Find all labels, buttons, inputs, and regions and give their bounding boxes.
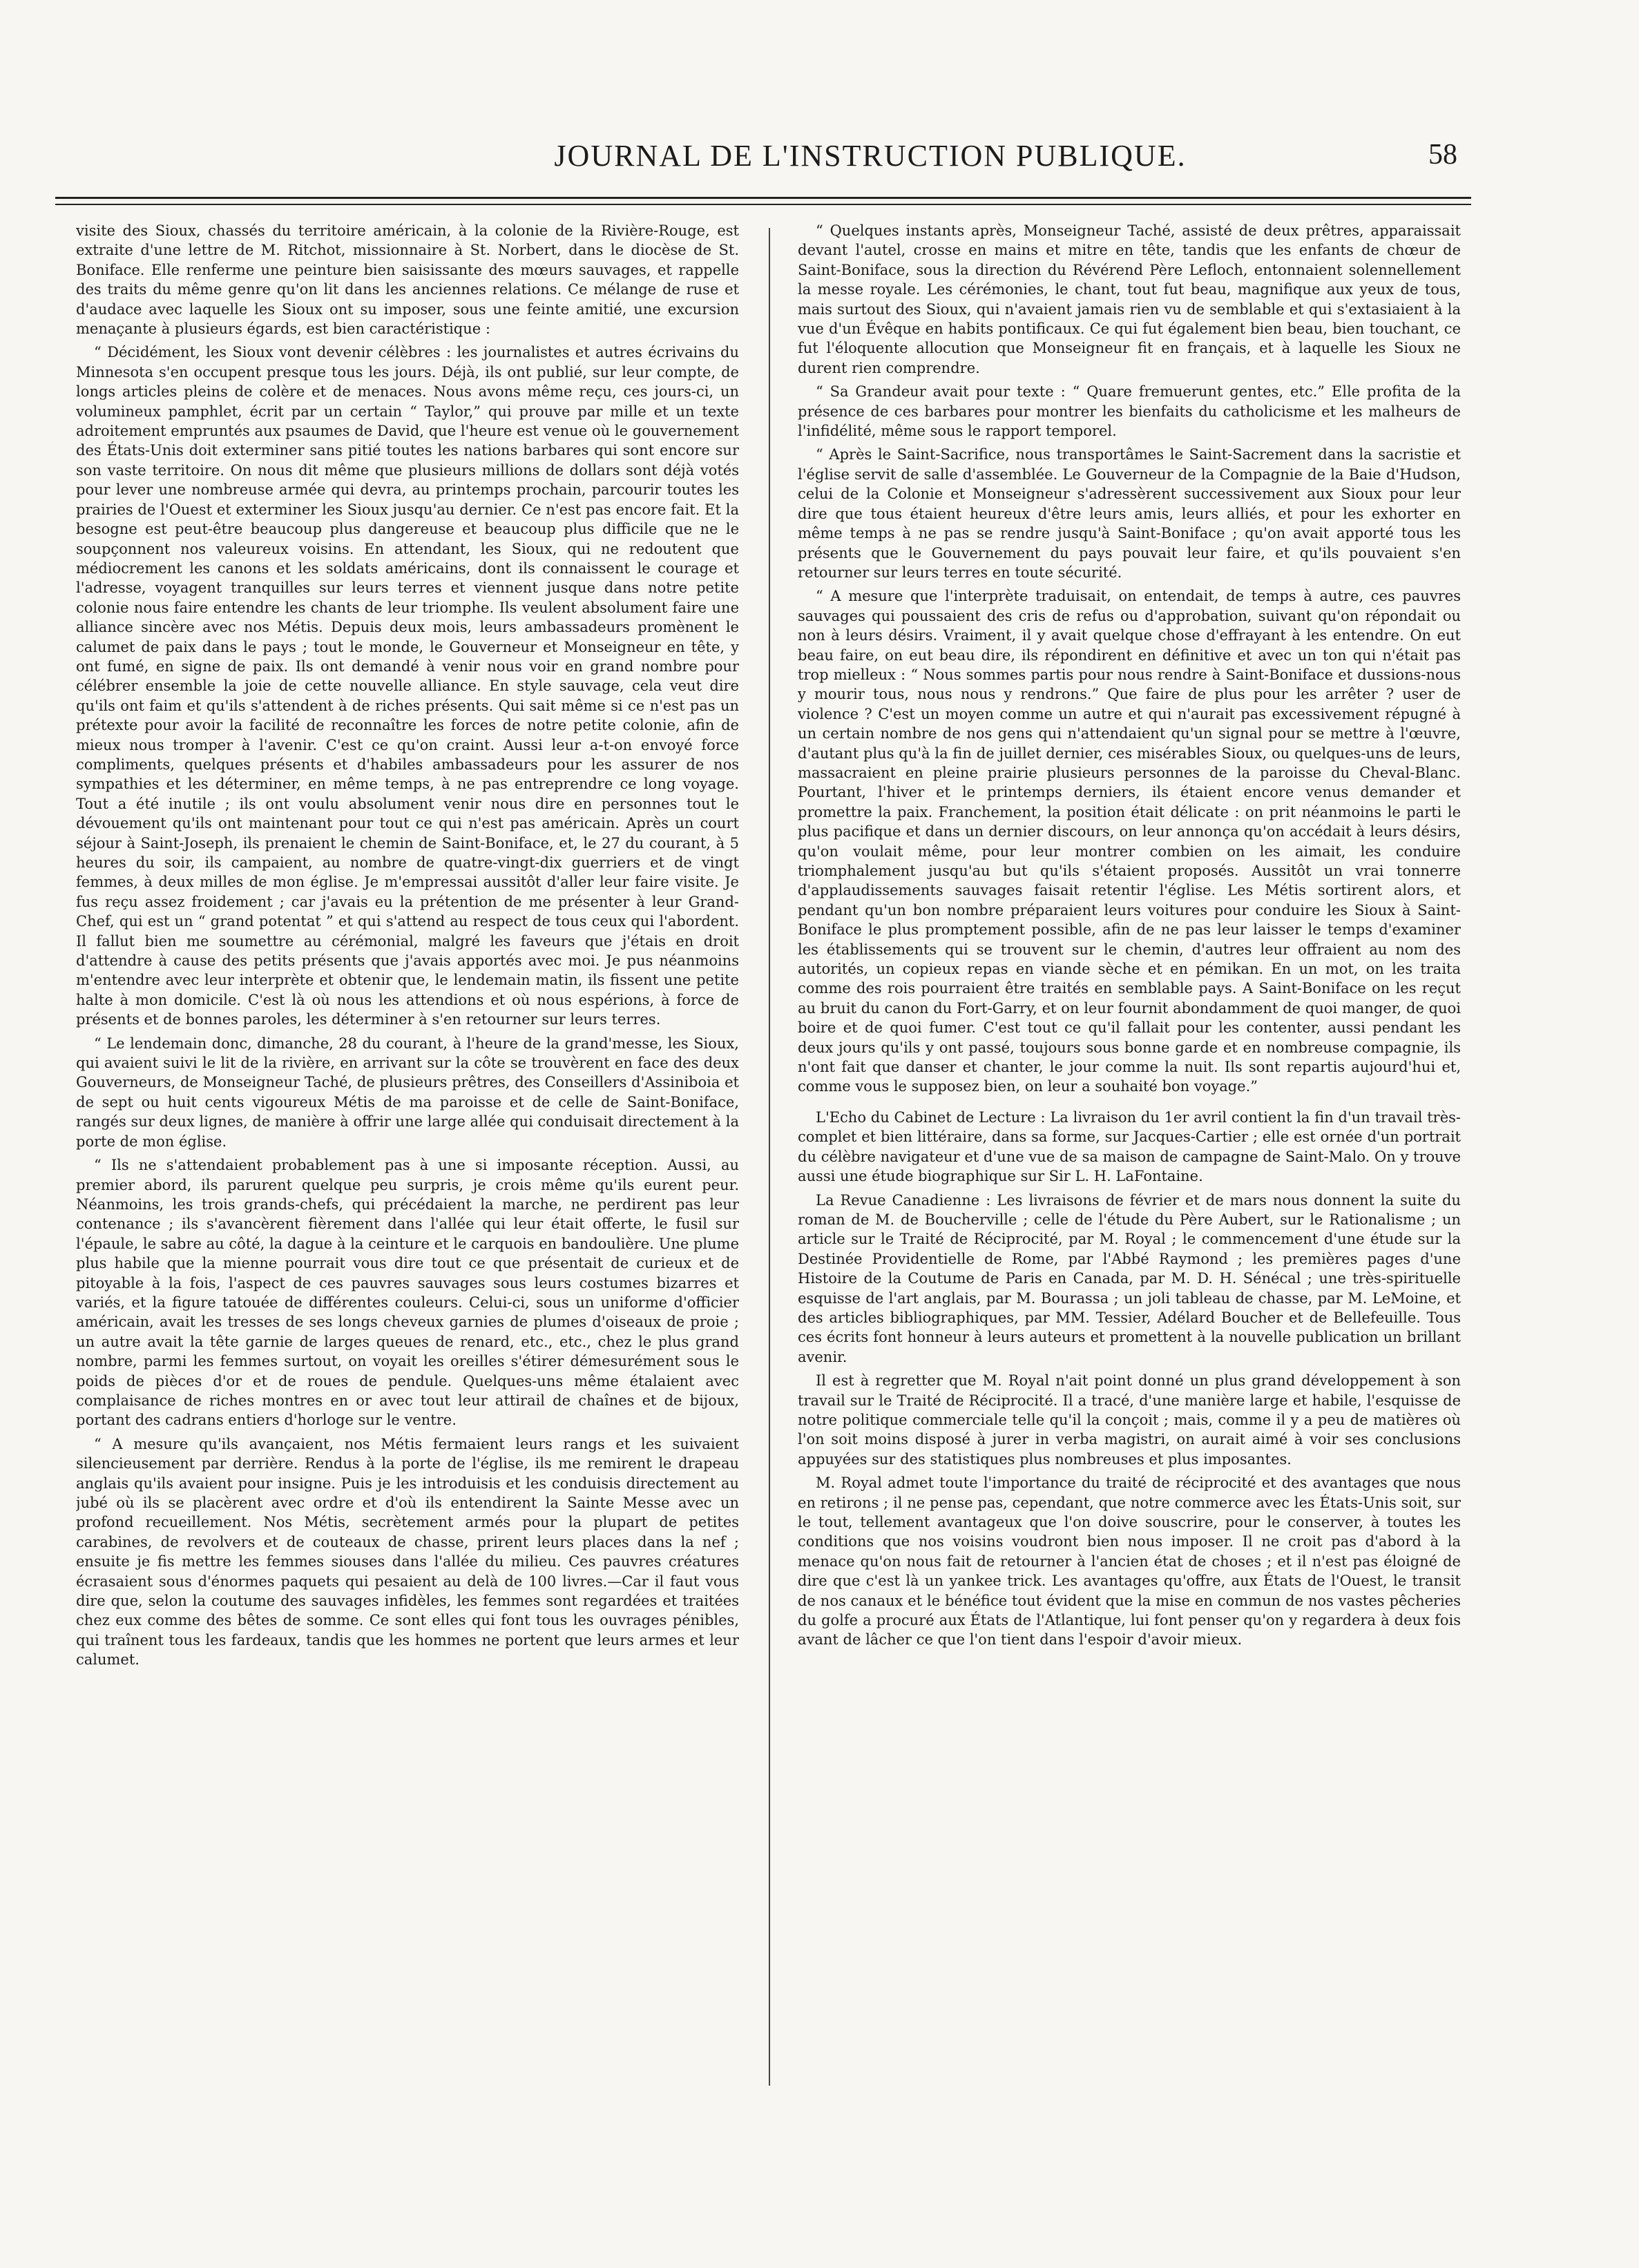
paragraph: “ Sa Grandeur avait pour texte : “ Quare fremuerunt gentes, etc.” Elle profita de la présence de ces barbares pour montrer les bienfaits du catholicisme et les malheurs de l'infidélité, même sous le rapport temporel. — [798, 383, 1461, 440]
left-column — [76, 221, 739, 2099]
paragraph: “ Le lendemain donc, dimanche, 28 du courant, à l'heure de la grand'messe, les Sioux, qui avaient suivi le lit de la rivière, en arrivant sur la côte se trouvèrent en face des deux Gouverneurs, de Monseigneur Taché, de plusieurs prêtres, des Conseillers d'Assiniboia et de sept ou huit cents vigoureux Métis de ma paroisse et de celle de Saint-Boniface, rangés sur deux lignes, de manière à offrir une large allée qui conduisait directement à la porte de mon église. — [76, 1035, 739, 1150]
page-number: 58 — [1428, 139, 1457, 171]
paragraph: “ Décidément, les Sioux vont devenir célèbres : les journalistes et autres écrivains du Minnesota s'en occupent presque tous les jours. Déjà, ils ont publié, sur leur compte, de longs articles pleins de colère et de menaces. Nous avons même reçu, ces jours-ci, un volumineux pamphlet, écrit par un certain “ Taylor,” qui prouve par mille et un texte adroitement empruntés aux psaumes de David, que l'heure est venue où le gouvernement des États-Unis doit exterminer sans pitié toutes les nations barbares qui sont encore sur son vaste territoire. On nous dit même que plusieurs millions de dollars sont déjà votés pour lever une nombreuse armée qui devra, au printemps prochain, parcourir toutes les prairies de l'Ouest et exterminer les Sioux jusqu'au dernier. Ce n'est pas encore fait. Et la besogne est peut-être beaucoup plus dangereuse et beaucoup plus difficile que ne le soupçonnent nos valeureux voisins. En attendant, les Sioux, qui ne redoutent que médiocrement les canons et les soldats américains, dont ils connaissent le courage et l'adresse, voyagent tranquilles sur leurs terres et viennent jusque dans notre petite colonie nous faire entendre les chants de leur triomphe. Ils veulent absolument faire une alliance sincère avec nos Métis. Depuis deux mois, leurs ambassadeurs promènent le calumet de paix dans le pays ; tout le monde, le Gouverneur et Monseigneur en tête, y ont fumé, en signe de paix. Ils ont demandé à venir nous voir en grand nombre pour célébrer ensemble la joie de cette nouvelle alliance. En style sauvage, cela veut dire qu'ils ont faim et qu'ils s'attendent à de riches présents. Qui sait même si ce n'est pas un prétexte pour avoir la facilité de reconnaître les forces de notre petite colonie, afin de mieux nous tromper à l'avenir. C'est ce qu'on craint. Aussi leur a-t-on envoyé force compliments, quelques présents et d'habiles ambassadeurs pour les assurer de nos sympathies et les déterminer, en même temps, à ne pas entreprendre ce long voyage. Tout a été inutile ; ils ont voulu absolument venir nous dire en personnes tout le dévouement qu'ils ont maintenant pour tout ce qui n'est pas américain. Après un court séjour à Saint-Joseph, ils prenaient le chemin de Saint-Boniface, et, le 27 du courant, à 5 heures du soir, ils campaient, au nombre de quatre-vingt-dix guerriers et de vingt femmes, à deux milles de mon église. Je m'empressai aussitôt d'aller leur faire visite. Je fus reçu assez froidement ; car j'avais eu la prétention de me présenter à leur Grand-Chef, qui est un “ grand potentat ” et qui s'attend au respect de tous ceux qui l'abordent. Il fallut bien me soumettre au cérémonial, malgré les faveurs que j'étais en droit d'attendre à cause des petits présents que j'avais apportés avec moi. Je pus néanmoins m'entendre avec leur interprète et obtenir que, le lendemain matin, ils fissent une petite halte à mon domicile. C'est là où nous les attendions et où nous espérions, à force de présents et de bonnes paroles, les déterminer à s'en retourner sur leurs terres. — [76, 344, 739, 1028]
header-rule-top — [55, 197, 1471, 199]
header-rule-bottom — [55, 204, 1471, 205]
paragraph: Il est à regretter que M. Royal n'ait point donné un plus grand développement à son travail sur le Traité de Réciprocité. Il a tracé, d'une manière large et habile, l'esquisse de notre politique commerciale telle qu'il la conçoit ; mais, comme il y a peu de matières où l'on soit moins disposé à jurer in verba magistri, on aurait aimé à voir ses conclusions appuyées sur des statistiques plus nombreuses et plus imposantes. — [798, 1372, 1461, 1468]
page-header — [76, 138, 1457, 186]
paragraph: M. Royal admet toute l'importance du traité de réciprocité et des avantages que nous en retirons ; il ne pense pas, cependant, que notre commerce avec les États-Unis soit, sur le tout, tellement avantageux que l'on doive souscrire, pour le conserver, à toutes les conditions que nos voisins voudront bien nous imposer. Il ne croit pas d'abord à la menace qu'on nous fait de retourner à l'ancien état de choses ; et il n'est pas éloigné de dire que c'est là un yankee trick. Les avantages qu'offre, aux États de l'Ouest, le transit de nos canaux et le bénéfice tout évident que la mise en commun de nos vastes pêcheries du golfe a procuré aux États de l'Atlantique, lui font penser qu'on y regardera à deux fois avant de lâcher ce que l'on tient dans l'espoir d'avoir mieux. — [798, 1474, 1461, 1649]
running-title: JOURNAL DE L'INSTRUCTION PUBLIQUE. — [554, 139, 1187, 173]
paragraph: “ A mesure que l'interprète traduisait, on entendait, de temps à autre, ces pauvres sauvages qui poussaient des cris de refus ou d'approbation, suivant qu'on répondait ou non à leurs désirs. Vraiment, il y avait quelque chose d'effrayant à les entendre. On eut beau faire, on eut beau dire, ils répondirent en définitive et avec un ton qui n'était pas trop mielleux : “ Nous sommes partis pour nous rendre à Saint-Boniface et dussions-nous y mourir tous, nous nous y rendrons.” Que faire de plus pour les arrêter ? user de violence ? C'est un moyen comme un autre et qui n'aurait pas excessivement répugné à un certain nombre de nos gens qui n'attendaient qu'un signal pour se mettre à l'œuvre, d'autant plus qu'à la fin de juillet dernier, ces misérables Sioux, ou quelques-uns de leurs, massacraient en pleine prairie plusieurs personnes de la paroisse du Cheval-Blanc. Pourtant, l'hiver et le printemps derniers, ils étaient encore venus demander et promettre la paix. Franchement, la position était délicate : on prit néanmoins le parti le plus pacifique et dans un dernier discours, on leur annonça qu'on accédait à leurs désirs, qu'on voulait même, pour leur montrer combien on les aimait, les conduire triomphalement jusqu'au but qu'ils s'étaient proposés. Aussitôt un vrai tonnerre d'applaudissements sauvages faisait retentir l'église. Les Métis sortirent alors, et pendant qu'un bon nombre préparaient leurs voitures pour conduire les Sioux à Saint-Boniface le plus promptement possible, afin de ne pas leur laisser le temps d'examiner les établissements qui se trouvent sur le chemin, d'autres leur offraient au nom des autorités, un copieux repas en viande sèche et en pémikan. En un mot, on les traita comme des rois pourraient être traités en semblable pays. A Saint-Boniface on les reçut au bruit du canon du Fort-Garry, et on leur fournit abondamment de quoi manger, de quoi boire et de quoi fumer. C'est tout ce qu'il fallait pour les contenter, aussi pendant les deux jours qu'ils y ont passé, toujours sous bonne garde et en nombreuse compagnie, ils n'ont fait que danser et chanter, le jour comme la nuit. Ils sont repartis aujourd'hui et, comme vous le supposez bien, on leur a souhaité bon voyage.” — [798, 588, 1461, 1095]
paragraph: “ Après le Saint-Sacrifice, nous transportâmes le Saint-Sacrement dans la sacristie et l'église servit de salle d'assemblée. Le Gouverneur de la Compagnie de la Baie d'Hudson, celui de la Colonie et Monseigneur s'adressèrent successivement aux Sioux pour leur dire que tous étaient heureux d'être leurs amis, leurs alliés, et pour les exhorter en même temps à ne pas se rendre jusqu'à Saint-Boniface ; qu'on avait apporté tous les présents que le Gouvernement du pays pouvait leur faire, et qu'ils pouvaient s'en retourner sur leurs terres en toute sécurité. — [798, 446, 1461, 581]
review-echo-cabinet: L'Echo du Cabinet de Lecture : La livraison du 1er avril contient la fin d'un travail très-complet et bien littéraire, dans sa forme, sur Jacques-Cartier ; elle est ornée d'un portrait du célèbre navigateur et d'une vue de sa maison de campagne de Saint-Malo. On y trouve aussi une étude biographique sur Sir L. H. LaFontaine. — [798, 1108, 1461, 1185]
paragraph: “ Quelques instants après, Monseigneur Taché, assisté de deux prêtres, apparaissait devant l'autel, crosse en mains et mitre en tête, tandis que les enfants de chœur de Saint-Boniface, sous la direction du Révérend Père Lefloch, entonnaient solennellement la messe royale. Les cérémonies, le chant, tout fut beau, magnifique aux yeux de tous, mais surtout des Sioux, qui n'avaient jamais rien vu de semblable et qui s'extasiaient à la vue d'un Évêque en habits pontificaux. Ce qui fut également bien beau, bien touchant, ce fut l'éloquente allocution que Monseigneur fit en français, et à laquelle les Sioux ne durent rien comprendre. — [798, 222, 1461, 376]
paragraph: visite des Sioux, chassés du territoire américain, à la colonie de la Rivière-Rouge, est extraite d'une lettre de M. Ritchot, missionnaire à St. Norbert, dans le diocèse de St. Boniface. Elle renferme une peinture bien saisissante des mœurs sauvages, et rappelle des traits du même genre qu'on lit dans les anciennes relations. Ce mélange de ruse et d'audace avec laquelle les Sioux ont su imposer, sous une feinte amitié, une excursion menaçante à plusieurs égards, est bien caractéristique : — [76, 222, 739, 338]
section-break — [798, 1101, 1461, 1108]
right-column — [798, 221, 1461, 2099]
paragraph: “ Ils ne s'attendaient probablement pas à une si imposante réception. Aussi, au premier abord, ils parurent quelque peu surpris, je crois même qu'ils eurent peur. Néanmoins, les trois grands-chefs, qui précédaient la marche, ne perdirent pas leur contenance ; ils s'avancèrent fièrement dans l'allée qui leur était offerte, le fusil sur l'épaule, le sabre au côté, la dague à la ceinture et le carquois en bandoulière. Une plume plus habile que la mienne pourrait vous dire tout ce que présentait de curieux et de pitoyable à la fois, l'aspect de ces pauvres sauvages sous leurs costumes bizarres et variés, et la figure tatouée de différentes couleurs. Celui-ci, sous un uniforme d'officier américain, avait les tresses de ses longs cheveux garnies de plumes d'oiseaux de proie ; un autre avait la tête garnie de larges queues de renard, etc., etc., chez le plus grand nombre, parmi les femmes surtout, on voyait les oreilles s'étirer démesurément sous le poids de pièces d'or et de roues de pendule. Quelques-uns même étalaient avec complaisance de riches montres en or avec tout leur attirail de chaînes et de bijoux, portant des cadrans entiers d'horloge sur le ventre. — [76, 1157, 739, 1429]
column-divider — [769, 228, 770, 2086]
review-revue-canadienne: La Revue Canadienne : Les livraisons de février et de mars nous donnent la suite du roman de M. de Boucherville ; celle de l'étude du Père Aubert, sur le Rationalisme ; un article sur le Traité de Réciprocité, par M. Royal ; le commencement d'une étude sur la Destinée Providentielle de Rome, par l'Abbé Raymond ; les premières pages d'une Histoire de la Coutume de Paris en Canada, par M. D. H. Sénécal ; une très-spirituelle esquisse de l'art anglais, par M. Bourassa ; un joli tableau de chasse, par M. LeMoine, et des articles bibliographiques, par MM. Tessier, Adélard Boucher et de Bellefeuille. Tous ces écrits font honneur à leurs auteurs et promettent à la nouvelle publication un brillant avenir. — [798, 1191, 1461, 1365]
paragraph: “ A mesure qu'ils avançaient, nos Métis fermaient leurs rangs et les suivaient silencieusement par derrière. Rendus à la porte de l'église, ils me remirent le drapeau anglais qu'ils avaient pour insigne. Puis je les introduisis et les conduisis directement au jubé où ils se placèrent avec ordre et d'où ils entendirent la Sainte Messe avec un profond recueillement. Nos Métis, secrètement armés pour la plupart de petites carabines, de revolvers et de couteaux de chasse, prirent leurs places dans la nef ; ensuite je fis mettre les femmes siouses dans l'allée du milieu. Ces pauvres créatures écrasaient sous d'énormes paquets qui pesaient au delà de 100 livres.—Car il faut vous dire que, selon la coutume des sauvages infidèles, les femmes sont regardées et traitées chez eux comme des bêtes de somme. Ce sont elles qui font tous les ouvrages pénibles, qui traînent tous les fardeaux, tandis que les hommes ne portent que leurs armes et leur calumet. — [76, 1435, 739, 1669]
